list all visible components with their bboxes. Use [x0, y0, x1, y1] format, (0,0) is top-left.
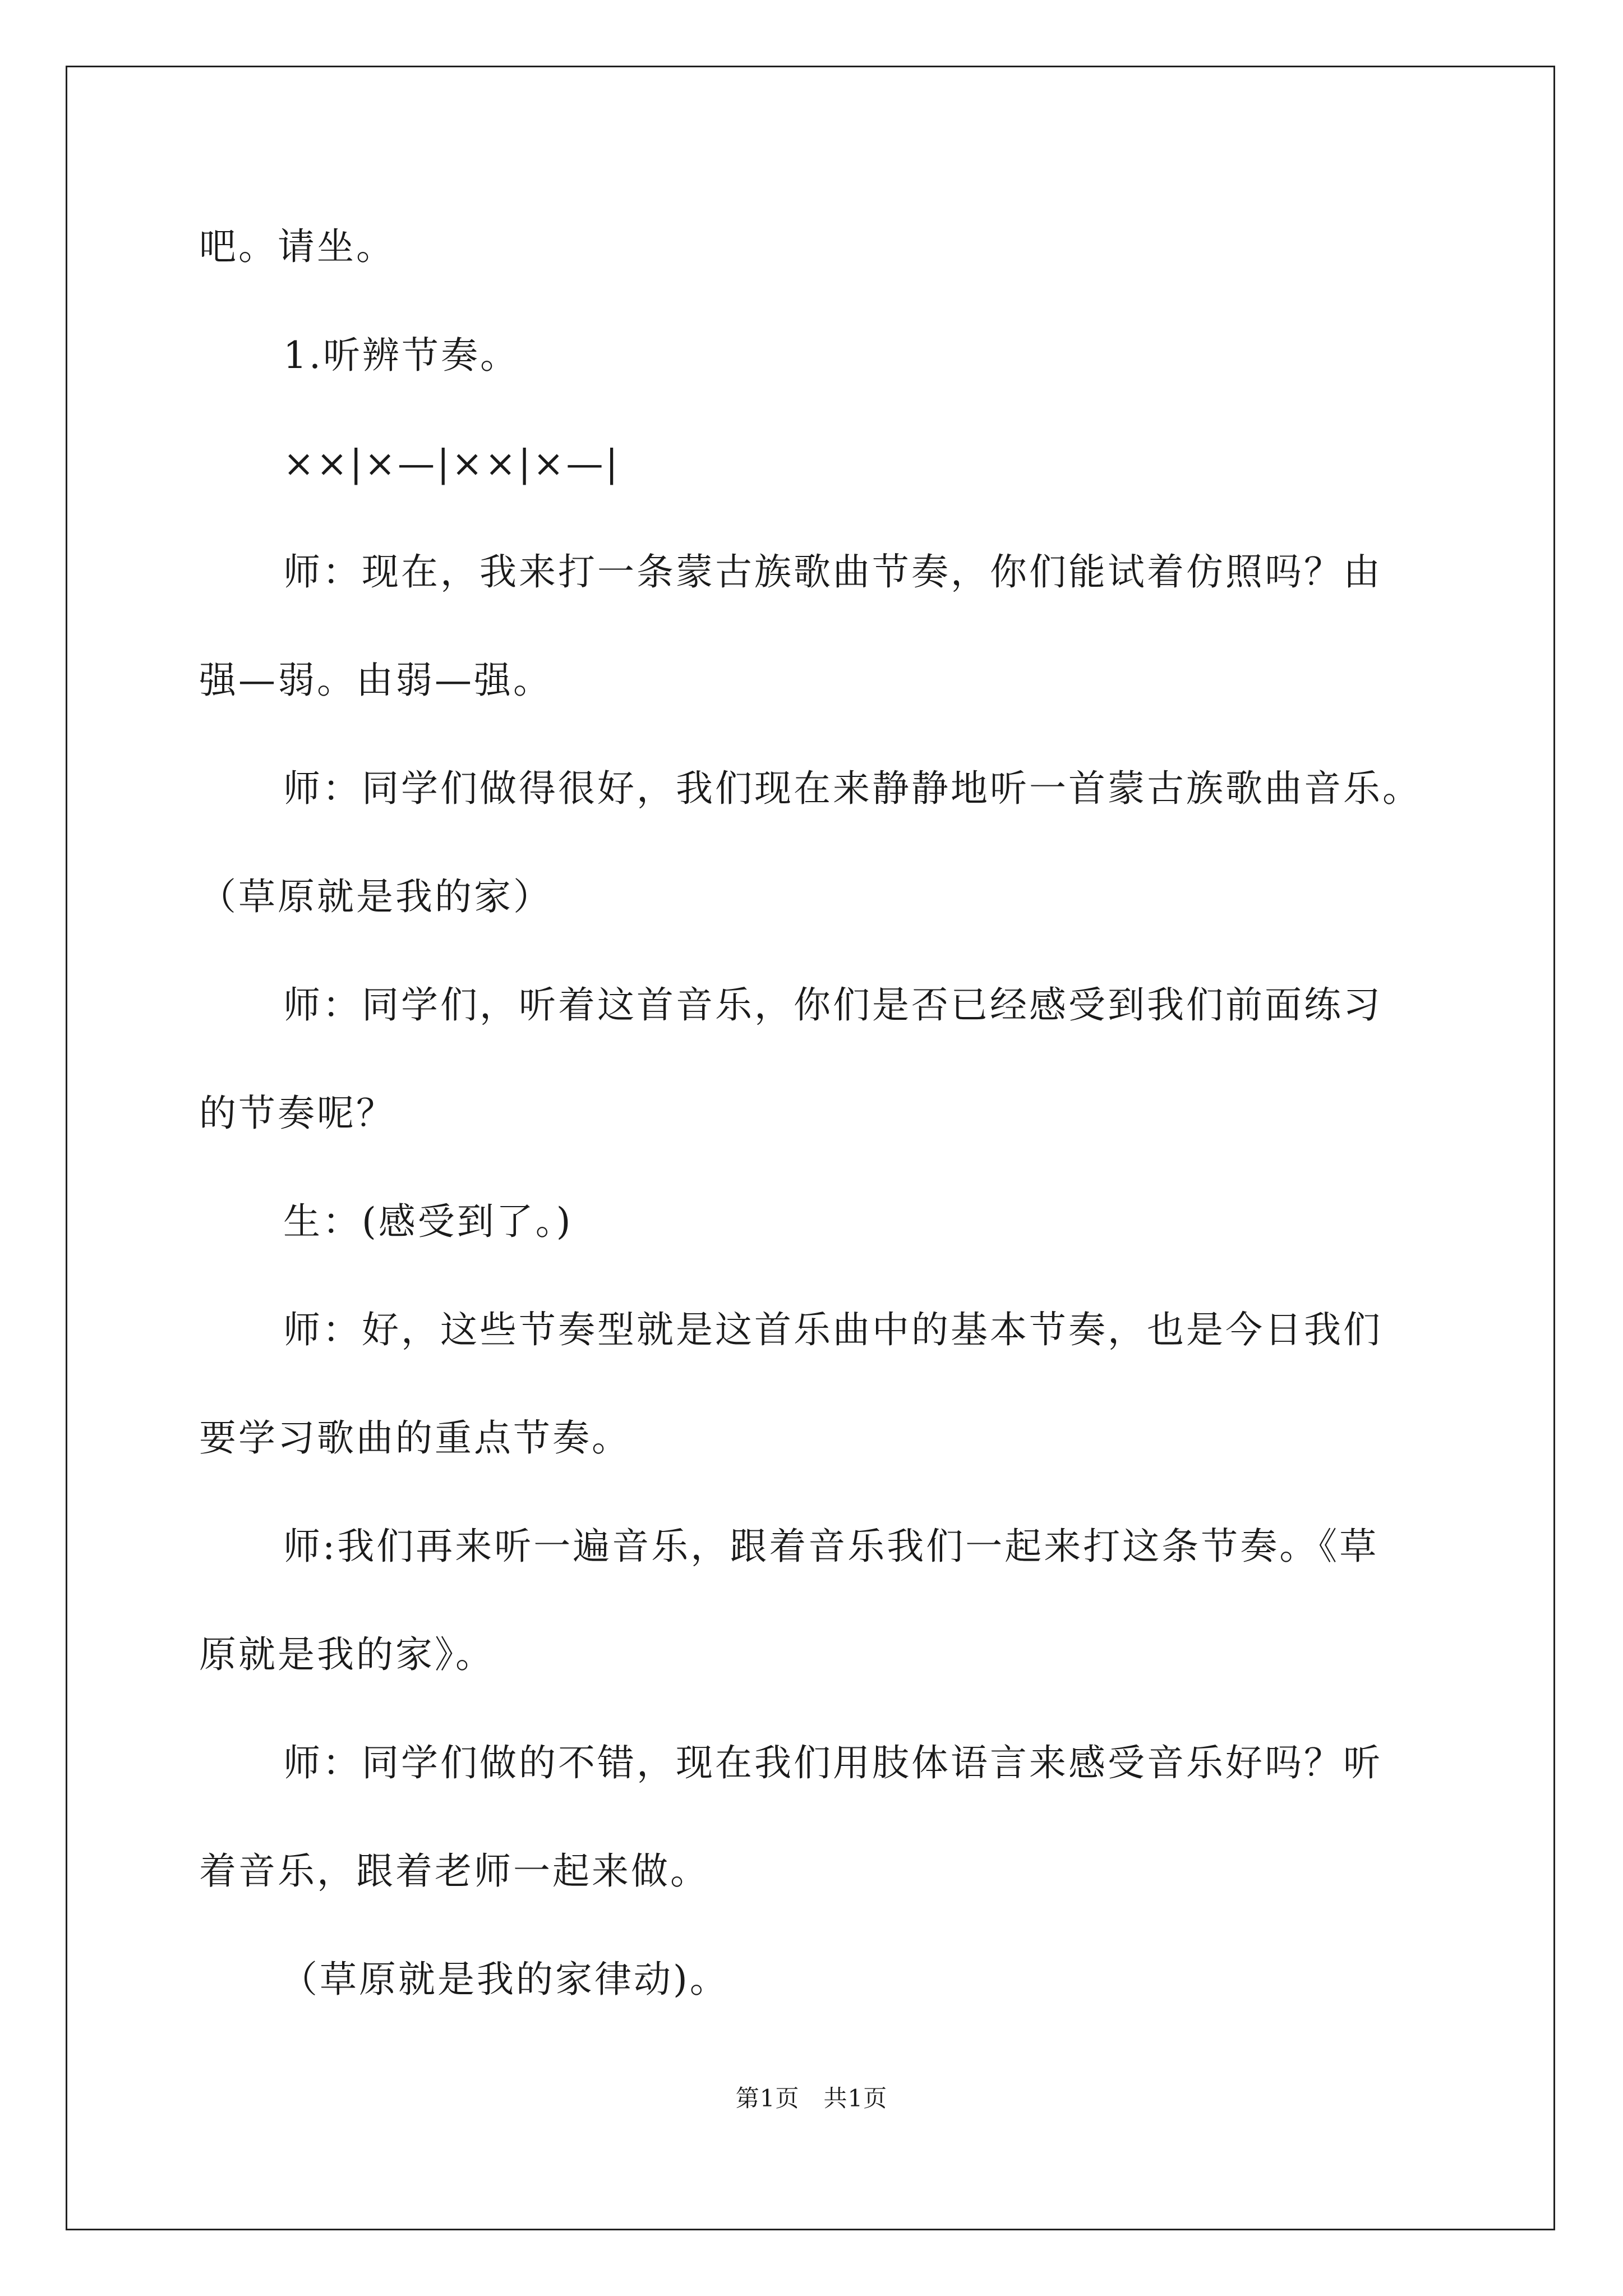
text-line: 1.听辨节奏。	[283, 334, 519, 377]
page-border	[66, 66, 1555, 2230]
text-line: 师：同学们做的不错，现在我们用肢体语言来感受音乐好吗？听	[283, 1741, 1382, 1784]
text-line: 着音乐，跟着老师一起来做。	[199, 1849, 709, 1893]
text-line: 师：同学们，听着这首音乐，你们是否已经感受到我们前面练习	[283, 983, 1382, 1027]
text-line: 师：好，这些节奏型就是这首乐曲中的基本节奏，也是今日我们	[283, 1308, 1382, 1351]
text-line: 原就是我的家》。	[199, 1633, 495, 1676]
text-line: 师：同学们做得很好，我们现在来静静地听一首蒙古族歌曲音乐。	[283, 767, 1422, 810]
text-line: 师：现在，我来打一条蒙古族歌曲节奏，你们能试着仿照吗？由	[283, 550, 1382, 593]
text-line: 要学习歌曲的重点节奏。	[199, 1416, 631, 1460]
text-line: 吧。请坐。	[199, 225, 395, 268]
text-line: 师:我们再来听一遍音乐，跟着音乐我们一起来打这条节奏。《草	[283, 1525, 1379, 1568]
rhythm-notation: ××|×—|××|×—|	[283, 442, 620, 485]
text-line: （草原就是我的家律动)。	[280, 1958, 729, 2001]
text-line: 强—弱。由弱—强。	[199, 659, 552, 702]
page-footer: 第1页 共1页	[735, 2085, 888, 2112]
text-line: 生：(感受到了。)	[283, 1200, 573, 1243]
text-line: （草原就是我的家）	[199, 875, 552, 918]
text-line: 的节奏呢？	[199, 1092, 395, 1135]
